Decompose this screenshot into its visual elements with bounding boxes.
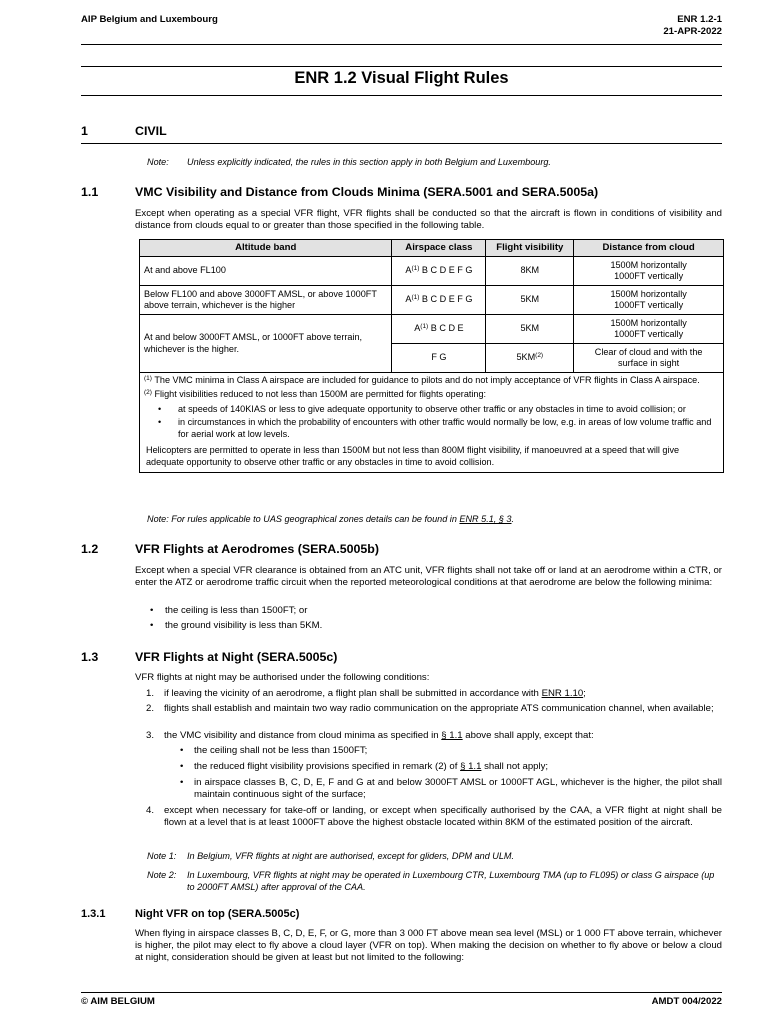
footnote-2-bullet: • at speeds of 140KIAS or less to give adequate opportunity to observe other traffic or any obstacles in time to avoid collision; or: [158, 403, 686, 414]
table-row: [140, 286, 724, 315]
note-label: Note:: [147, 157, 169, 167]
sub-list-item: • the ceiling shall not be less than 1500FT;: [180, 745, 368, 756]
distance-from-cloud-cell: Clear of cloud and with the surface in sight: [574, 344, 724, 373]
airspace-class-cell: $A^{(1)}$ B C D E F G: [392, 257, 486, 286]
list-item: 3. the VMC visibility and distance from cloud minima as specified in § 1.1 above shall apply, except that:: [146, 730, 594, 741]
document-header-left: AIP Belgium and Luxembourg: [81, 14, 218, 25]
flight-visibility-cell: 5KM: [486, 286, 574, 315]
footer-copyright: © AIM BELGIUM: [81, 996, 155, 1007]
section-number: 1.1: [81, 185, 99, 199]
altitude-band-cell: At and below 3000FT AMSL, or 1000FT above terrain, whichever is the higher.: [140, 315, 392, 373]
list-item: • the ceiling is less than 1500FT; or: [150, 605, 308, 616]
flight-visibility-cell: 8KM: [486, 257, 574, 286]
page-title: ENR 1.2 Visual Flight Rules: [294, 69, 509, 87]
title-rule-bottom: [81, 95, 722, 96]
distance-from-cloud-cell: 1500M horizontally 1000FT vertically: [574, 257, 724, 286]
section-number: 1.3: [81, 650, 99, 664]
header-divider: [81, 44, 722, 45]
table-footnotes: [140, 373, 724, 473]
section-1-1-link[interactable]: § 1.1: [460, 761, 482, 772]
vmc-minima-table: [139, 239, 724, 473]
section-title: VFR Flights at Aerodromes (SERA.5005b): [135, 542, 379, 556]
column-header: Airspace class: [392, 240, 486, 257]
table-footnotes-row: [140, 373, 724, 473]
column-header: Distance from cloud: [574, 240, 724, 257]
airspace-class-cell: $A^{(1)}$ B C D E F G: [392, 286, 486, 315]
section-1-rule: [81, 143, 722, 144]
enr-5-1-link[interactable]: ENR 5.1, § 3: [459, 514, 512, 524]
table-header-row: [140, 240, 724, 257]
list-item: • the ground visibility is less than 5KM.: [150, 619, 323, 631]
section-1-1-link[interactable]: § 1.1: [441, 730, 463, 741]
section-1-1-heading: [81, 185, 722, 201]
page-code: ENR 1.2-1: [677, 14, 722, 25]
table-row: [140, 315, 724, 344]
column-header: Altitude band: [140, 240, 392, 257]
section-number: 1.2: [81, 542, 99, 556]
distance-from-cloud-cell: 1500M horizontally 1000FT vertically: [574, 286, 724, 315]
sub-list-item: • the reduced flight visibility provisions specified in remark (2) of § 1.1 shall not apply;: [180, 761, 549, 772]
section-1-3-heading: [81, 650, 722, 666]
section-1-2-heading: [81, 542, 722, 558]
night-vfr-conditions-list: [146, 688, 722, 848]
table-row: [140, 257, 724, 286]
flight-visibility-cell: 5KM$^{(2)}$: [486, 344, 574, 373]
section-1-3-note-1: Note 1: In Belgium, VFR flights at night are authorised, except for gliders, DPM and ULM.: [147, 851, 515, 861]
altitude-band-cell: At and above FL100: [140, 257, 392, 286]
section-1-2-intro: Except when a special VFR clearance is obtained from an ATC unit, VFR flights shall not take off or land at an aerodrome within a CTR, or enter the ATZ or aerodrome traffic circuit when the reported meteorological conditions at that aerodrome are below the following minima:: [135, 565, 722, 589]
section-title: CIVIL: [135, 124, 167, 138]
list-item: 2. flights shall establish and maintain two way radio communication on the appropriate ATS communication channel, when available;: [146, 703, 714, 714]
section-number: 1: [81, 124, 88, 138]
airspace-class-cell: F G: [392, 344, 486, 373]
aerodrome-minima-list: [150, 604, 722, 633]
section-title: Night VFR on top (SERA.5005c): [135, 908, 300, 920]
section-title: VFR Flights at Night (SERA.5005c): [135, 650, 338, 664]
footnote-2: $^{(2)}$ Flight visibilities reduced to not less than 1500M are permitted for flights operating:: [144, 388, 487, 399]
altitude-band-cell: Below FL100 and above 3000FT AMSL, or above 1000FT above terrain, whichever is the higher: [140, 286, 392, 315]
effective-date: 21-APR-2022: [663, 26, 722, 38]
column-header: Flight visibility: [486, 240, 574, 257]
footer-divider: [81, 992, 722, 993]
section-1-heading: [81, 124, 722, 140]
section-1-1-note: Note: For rules applicable to UAS geographical zones details can be found in ENR 5.1, § 3.: [147, 514, 515, 524]
section-1-3-1-heading: [81, 908, 722, 922]
footnote-2-bullet: • in circumstances in which the probability of encounters with other traffic would normally be low, e.g. in areas of low volume traffic and for aerial work at low levels.: [158, 417, 712, 440]
document-header-right: [663, 14, 722, 39]
section-title: VMC Visibility and Distance from Clouds Minima (SERA.5001 and SERA.5005a): [135, 185, 599, 199]
flight-visibility-cell: 5KM: [486, 315, 574, 344]
enr-1-10-link[interactable]: ENR 1.10: [541, 688, 584, 699]
footer-amendment: AMDT 004/2022: [651, 996, 722, 1007]
section-1-1-intro: Except when operating as a special VFR flight, VFR flights shall be conducted so that the aircraft is flown in conditions of visibility and distance from clouds equal to or greater than those specified in the following table.: [135, 208, 722, 232]
section-1-3-1-text: When flying in airspace classes B, C, D, E, F, or G, more than 3 000 FT above mean sea level (MSL) or 1 000 FT above terrain, whichever is higher, the pilot may elect to fly above a cloud layer (VFR on top). When making the decision on whether to fly above or below a cloud at night, consideration should be given at least but not limited to the following:: [135, 928, 722, 964]
section-1-3-intro: VFR flights at night may be authorised under the following conditions:: [135, 672, 430, 683]
list-item: 1. if leaving the vicinity of an aerodrome, a flight plan shall be submitted in accordance with ENR 1.10;: [146, 688, 586, 699]
section-number: 1.3.1: [81, 908, 106, 920]
list-item: 4. except when necessary for take-off or landing, or except when specifically authorised by the CAA, a VFR flight at night shall be flown at a level that is at least 1000FT above the highest obstacle located within 8KM of the estimated position of the aircraft.: [146, 805, 722, 829]
footnote-3: Helicopters are permitted to operate in less than 1500M but not less than 800M flight visibility, if manoeuvred at a speed that will give adequate opportunity to observe other traffic or any obstacles in time to avoid collision.: [146, 444, 680, 467]
distance-from-cloud-cell: 1500M horizontally 1000FT vertically: [574, 315, 724, 344]
airspace-class-cell: $A^{(1)}$ B C D E: [392, 315, 486, 344]
sub-list-item: • in airspace classes B, C, D, E, F and G at and below 3000FT AMSL or 1000FT AGL, whichever is the higher, the pilot shall maintain continuous sight of the surface;: [180, 777, 722, 801]
section-1-3-note-2: Note 2: In Luxembourg, VFR flights at night may be operated in Luxembourg CTR, Luxembourg TMA (up to FL095) or class G airspace (up to 2000FT AMSL) after approval of the CAA.: [147, 870, 715, 892]
section-1-note: [147, 157, 722, 169]
note-text: Unless explicitly indicated, the rules in this section apply in both Belgium and Luxembourg.: [187, 157, 551, 167]
footnote-1: $^{(1)}$ The VMC minima in Class A airspace are included for guidance to pilots and do not imply acceptance of VFR flights in Class A airspace.: [144, 375, 700, 385]
